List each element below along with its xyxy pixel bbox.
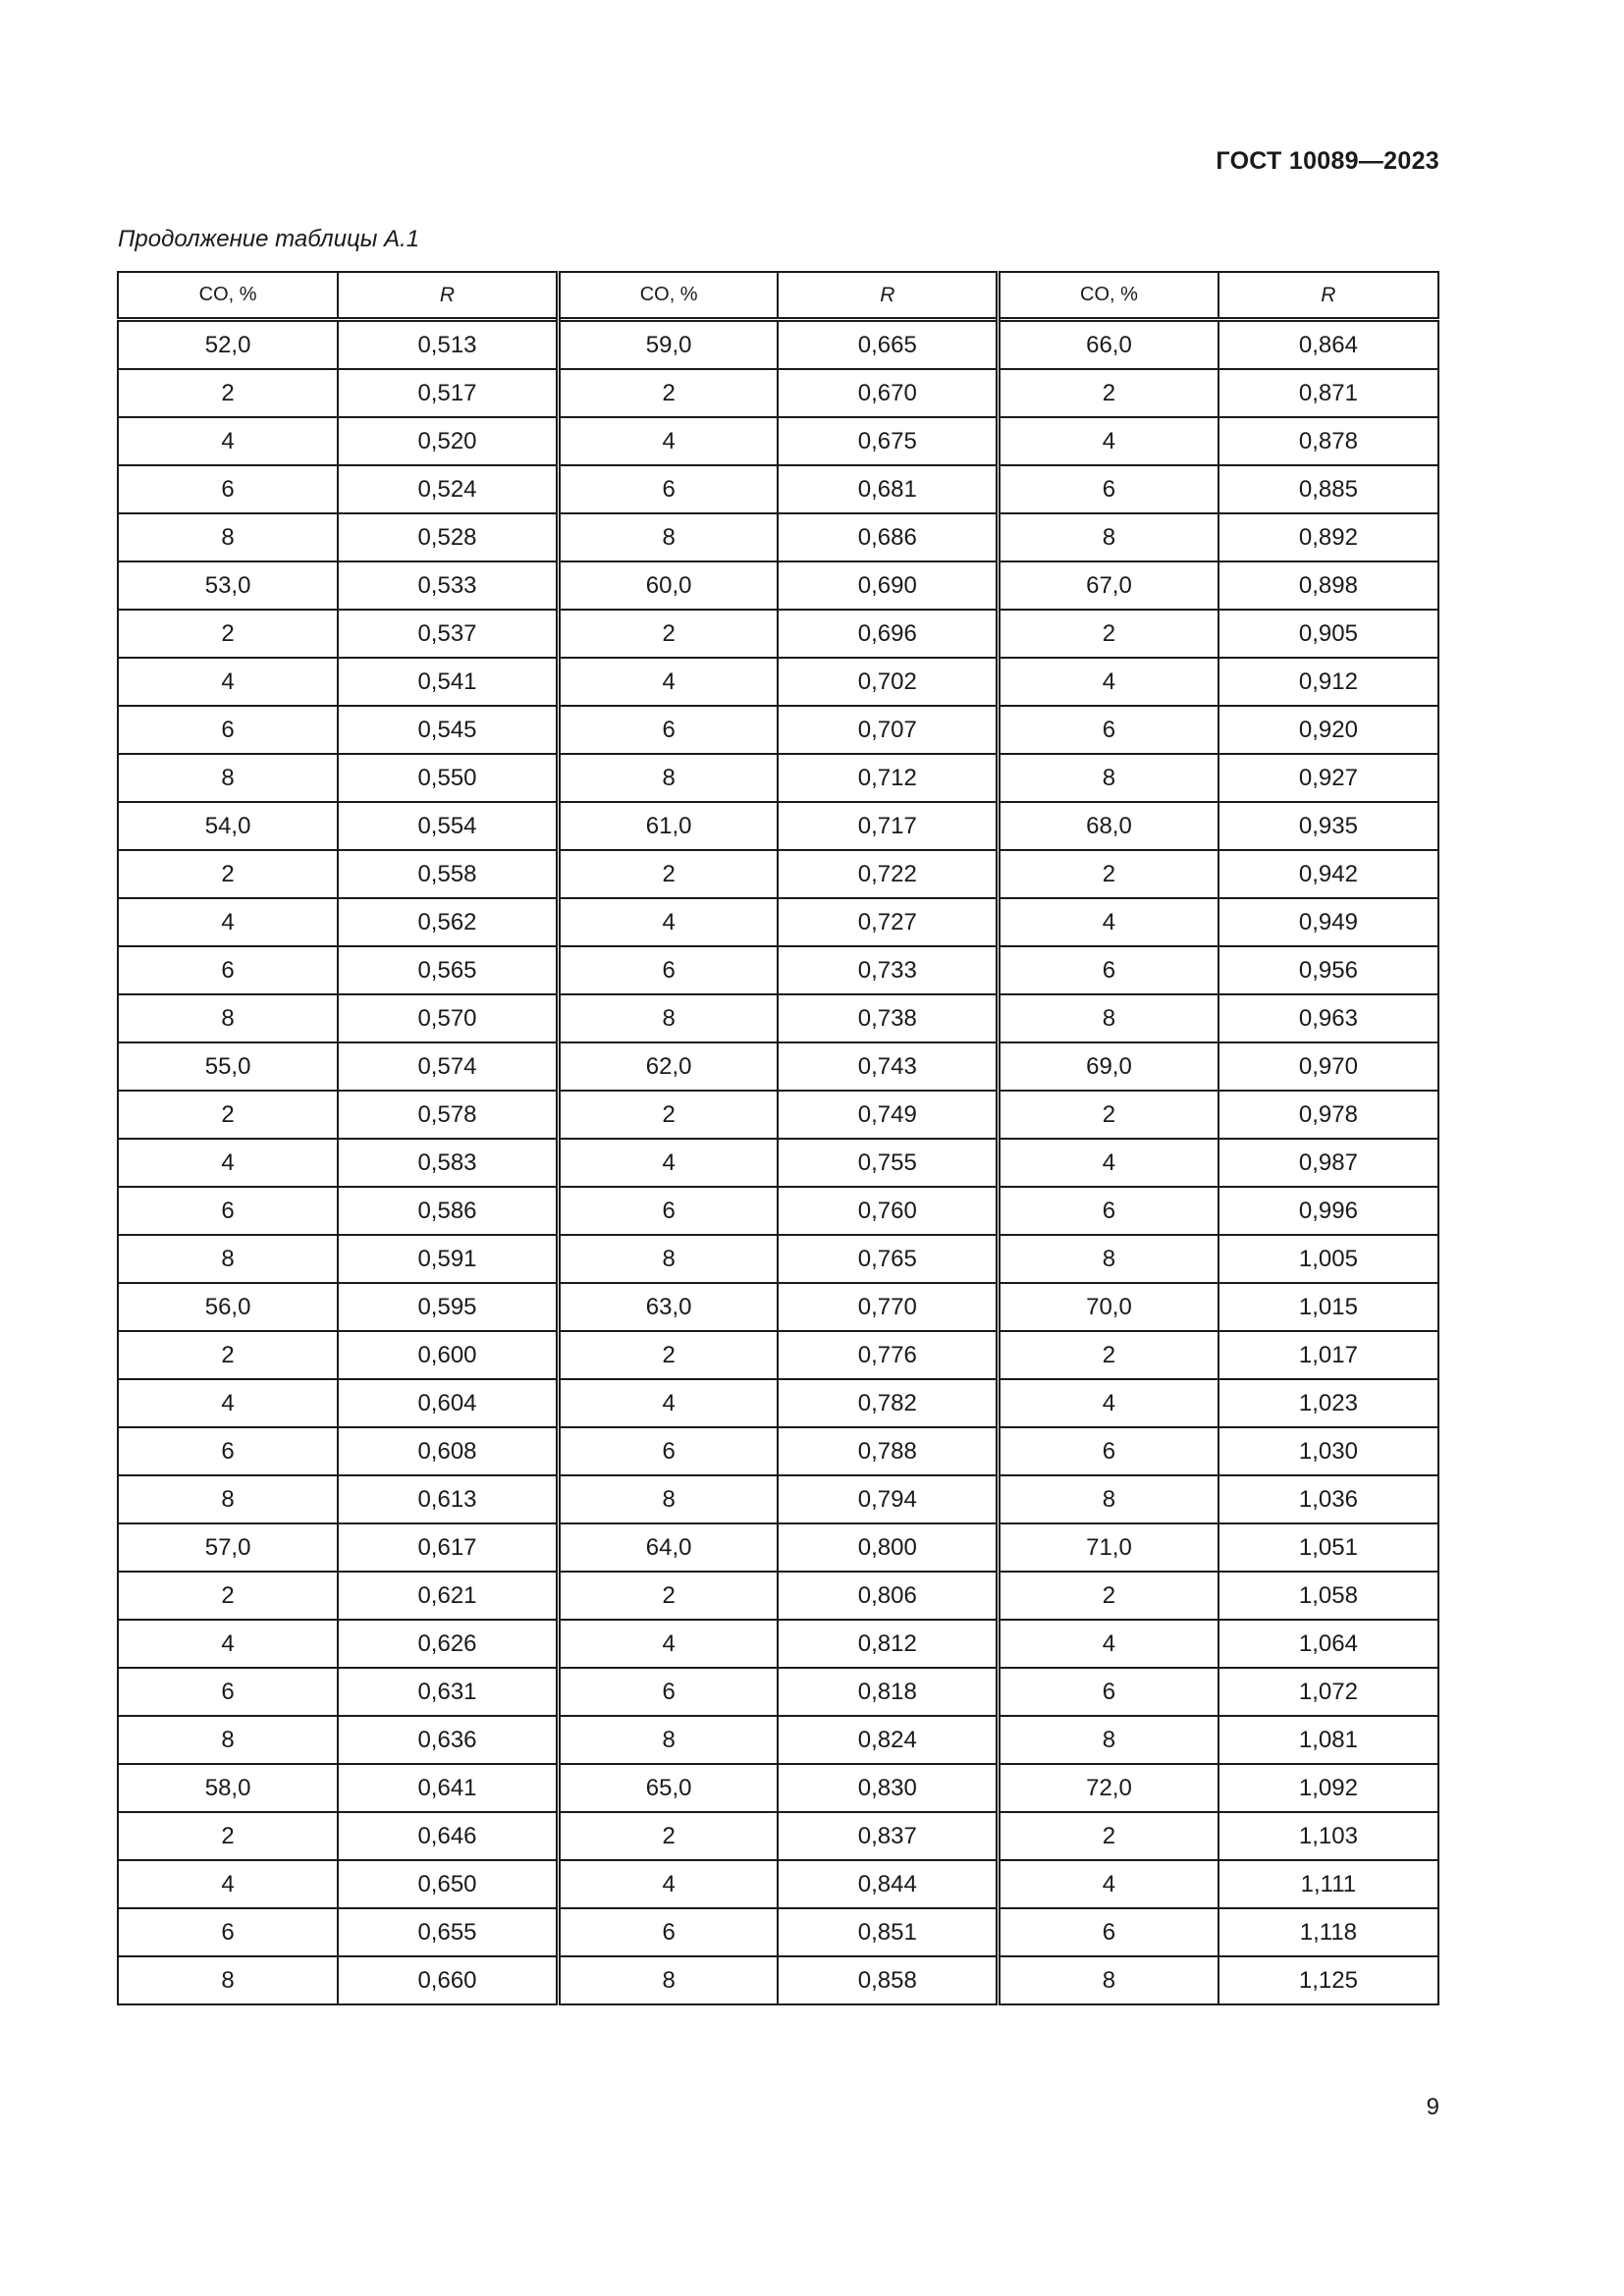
r-cell: 0,996: [1218, 1187, 1438, 1235]
r-cell: 0,837: [778, 1812, 998, 1860]
r-cell: 1,081: [1218, 1716, 1438, 1764]
co-cell: 4: [118, 658, 338, 706]
r-cell: 0,898: [1218, 561, 1438, 610]
table-row: [118, 1716, 1438, 1764]
r-cell: 0,595: [338, 1283, 558, 1331]
r-cell: 0,864: [1218, 320, 1438, 370]
co-cell: 4: [999, 417, 1218, 465]
co-cell: 2: [999, 369, 1218, 417]
r-cell: 0,641: [338, 1764, 558, 1812]
co-cell: 6: [118, 465, 338, 513]
r-cell: 0,558: [338, 850, 558, 898]
column-header-co: CO, %: [999, 272, 1218, 320]
co-cell: 8: [999, 513, 1218, 561]
r-cell: 1,058: [1218, 1572, 1438, 1620]
co-cell: 4: [558, 898, 778, 946]
r-cell: 1,017: [1218, 1331, 1438, 1379]
r-cell: 0,681: [778, 465, 998, 513]
table-row: [118, 1668, 1438, 1716]
co-cell: 2: [118, 369, 338, 417]
r-cell: 0,760: [778, 1187, 998, 1235]
column-header-r: R: [778, 272, 998, 320]
r-cell: 0,905: [1218, 610, 1438, 658]
co-cell: 57,0: [118, 1523, 338, 1572]
co-cell: 4: [118, 898, 338, 946]
r-cell: 0,574: [338, 1042, 558, 1091]
co-cell: 8: [118, 1235, 338, 1283]
r-cell: 0,851: [778, 1908, 998, 1956]
r-cell: 0,727: [778, 898, 998, 946]
r-cell: 0,636: [338, 1716, 558, 1764]
r-cell: 0,755: [778, 1139, 998, 1187]
r-cell: 0,665: [778, 320, 998, 370]
table-row: [118, 1042, 1438, 1091]
co-cell: 2: [118, 850, 338, 898]
co-cell: 2: [999, 1812, 1218, 1860]
r-cell: 0,956: [1218, 946, 1438, 994]
table-row: [118, 1908, 1438, 1956]
co-cell: 2: [999, 610, 1218, 658]
r-cell: 0,646: [338, 1812, 558, 1860]
table-row: [118, 1956, 1438, 2004]
r-cell: 0,794: [778, 1475, 998, 1523]
co-cell: 8: [558, 1716, 778, 1764]
document-code: ГОСТ 10089—2023: [1216, 147, 1439, 175]
r-cell: 0,570: [338, 994, 558, 1042]
co-cell: 6: [558, 1427, 778, 1475]
table-row: [118, 1283, 1438, 1331]
r-cell: 0,655: [338, 1908, 558, 1956]
r-cell: 0,626: [338, 1620, 558, 1668]
table-row: [118, 561, 1438, 610]
co-cell: 2: [999, 1331, 1218, 1379]
r-cell: 0,524: [338, 465, 558, 513]
r-cell: 0,788: [778, 1427, 998, 1475]
co-cell: 8: [118, 754, 338, 802]
column-header-co: CO, %: [558, 272, 778, 320]
table-row: [118, 802, 1438, 850]
co-cell: 8: [558, 754, 778, 802]
co-cell: 58,0: [118, 1764, 338, 1812]
co-cell: 8: [558, 1235, 778, 1283]
table-row: [118, 610, 1438, 658]
table-row: [118, 754, 1438, 802]
r-cell: 0,830: [778, 1764, 998, 1812]
co-cell: 60,0: [558, 561, 778, 610]
table-row: [118, 1091, 1438, 1139]
r-cell: 0,818: [778, 1668, 998, 1716]
r-cell: 0,591: [338, 1235, 558, 1283]
co-cell: 8: [999, 1956, 1218, 2004]
r-cell: 0,912: [1218, 658, 1438, 706]
r-cell: 0,970: [1218, 1042, 1438, 1091]
r-cell: 0,660: [338, 1956, 558, 2004]
r-cell: 0,722: [778, 850, 998, 898]
table-row: [118, 706, 1438, 754]
r-cell: 0,824: [778, 1716, 998, 1764]
r-cell: 0,749: [778, 1091, 998, 1139]
r-cell: 0,844: [778, 1860, 998, 1908]
column-header-co: CO, %: [118, 272, 338, 320]
r-cell: 0,987: [1218, 1139, 1438, 1187]
co-cell: 8: [999, 754, 1218, 802]
r-cell: 0,613: [338, 1475, 558, 1523]
co-cell: 6: [999, 1427, 1218, 1475]
co-cell: 6: [118, 1187, 338, 1235]
co-cell: 2: [558, 850, 778, 898]
co-cell: 6: [999, 946, 1218, 994]
co-cell: 6: [118, 946, 338, 994]
r-cell: 0,892: [1218, 513, 1438, 561]
co-cell: 8: [999, 1235, 1218, 1283]
r-cell: 0,765: [778, 1235, 998, 1283]
data-table: [117, 271, 1439, 2005]
co-cell: 66,0: [999, 320, 1218, 370]
co-cell: 55,0: [118, 1042, 338, 1091]
table-row: [118, 850, 1438, 898]
co-cell: 65,0: [558, 1764, 778, 1812]
table-row: [118, 1523, 1438, 1572]
r-cell: 0,631: [338, 1668, 558, 1716]
r-cell: 0,670: [778, 369, 998, 417]
r-cell: 0,717: [778, 802, 998, 850]
co-cell: 2: [558, 610, 778, 658]
r-cell: 0,608: [338, 1427, 558, 1475]
co-cell: 67,0: [999, 561, 1218, 610]
co-cell: 8: [118, 994, 338, 1042]
co-cell: 6: [558, 465, 778, 513]
r-cell: 0,858: [778, 1956, 998, 2004]
co-cell: 6: [118, 706, 338, 754]
table-caption: Продолжение таблицы А.1: [118, 226, 420, 252]
table-row: [118, 1475, 1438, 1523]
co-cell: 4: [558, 1139, 778, 1187]
co-cell: 6: [558, 1187, 778, 1235]
header-row: [118, 272, 1438, 320]
co-cell: 4: [118, 1379, 338, 1427]
co-cell: 8: [118, 1716, 338, 1764]
co-cell: 8: [558, 1475, 778, 1523]
co-cell: 2: [558, 1331, 778, 1379]
co-cell: 8: [118, 1956, 338, 2004]
column-header-r: R: [1218, 272, 1438, 320]
co-cell: 2: [558, 1812, 778, 1860]
co-cell: 64,0: [558, 1523, 778, 1572]
r-cell: 0,702: [778, 658, 998, 706]
co-cell: 6: [999, 1668, 1218, 1716]
table-row: [118, 465, 1438, 513]
r-cell: 0,871: [1218, 369, 1438, 417]
r-cell: 0,675: [778, 417, 998, 465]
table-body: [118, 320, 1438, 2005]
r-cell: 0,978: [1218, 1091, 1438, 1139]
r-cell: 0,562: [338, 898, 558, 946]
r-cell: 1,111: [1218, 1860, 1438, 1908]
r-cell: 0,545: [338, 706, 558, 754]
co-cell: 56,0: [118, 1283, 338, 1331]
r-cell: 0,776: [778, 1331, 998, 1379]
co-cell: 4: [999, 1139, 1218, 1187]
table-row: [118, 1379, 1438, 1427]
table-row: [118, 1427, 1438, 1475]
r-cell: 1,051: [1218, 1523, 1438, 1572]
co-cell: 4: [558, 658, 778, 706]
co-cell: 2: [558, 369, 778, 417]
r-cell: 0,733: [778, 946, 998, 994]
r-cell: 0,738: [778, 994, 998, 1042]
r-cell: 0,942: [1218, 850, 1438, 898]
r-cell: 0,927: [1218, 754, 1438, 802]
page-number: 9: [1426, 2094, 1439, 2120]
table-row: [118, 898, 1438, 946]
co-cell: 4: [558, 1379, 778, 1427]
co-cell: 8: [999, 994, 1218, 1042]
r-cell: 1,015: [1218, 1283, 1438, 1331]
co-cell: 63,0: [558, 1283, 778, 1331]
co-cell: 4: [118, 1860, 338, 1908]
co-cell: 6: [558, 706, 778, 754]
table-row: [118, 1572, 1438, 1620]
column-header-r: R: [338, 272, 558, 320]
co-cell: 2: [118, 1091, 338, 1139]
co-cell: 52,0: [118, 320, 338, 370]
r-cell: 0,686: [778, 513, 998, 561]
co-cell: 72,0: [999, 1764, 1218, 1812]
table-row: [118, 369, 1438, 417]
r-cell: 0,513: [338, 320, 558, 370]
r-cell: 0,537: [338, 610, 558, 658]
r-cell: 0,600: [338, 1331, 558, 1379]
r-cell: 0,963: [1218, 994, 1438, 1042]
r-cell: 0,696: [778, 610, 998, 658]
r-cell: 0,800: [778, 1523, 998, 1572]
co-cell: 6: [999, 1187, 1218, 1235]
co-cell: 8: [118, 513, 338, 561]
co-cell: 2: [118, 1812, 338, 1860]
r-cell: 0,550: [338, 754, 558, 802]
table-row: [118, 320, 1438, 370]
co-cell: 6: [999, 706, 1218, 754]
r-cell: 0,712: [778, 754, 998, 802]
r-cell: 0,520: [338, 417, 558, 465]
co-cell: 6: [558, 1908, 778, 1956]
co-cell: 70,0: [999, 1283, 1218, 1331]
table-row: [118, 1331, 1438, 1379]
table-row: [118, 946, 1438, 994]
table-row: [118, 1187, 1438, 1235]
table-header: [118, 272, 1438, 320]
r-cell: 1,072: [1218, 1668, 1438, 1716]
co-cell: 4: [118, 1139, 338, 1187]
table-row: [118, 1620, 1438, 1668]
co-cell: 4: [999, 1860, 1218, 1908]
co-cell: 68,0: [999, 802, 1218, 850]
r-cell: 1,036: [1218, 1475, 1438, 1523]
co-cell: 6: [558, 1668, 778, 1716]
co-cell: 2: [558, 1091, 778, 1139]
table-row: [118, 1235, 1438, 1283]
r-cell: 0,920: [1218, 706, 1438, 754]
table-row: [118, 1764, 1438, 1812]
co-cell: 2: [118, 1331, 338, 1379]
r-cell: 0,949: [1218, 898, 1438, 946]
co-cell: 53,0: [118, 561, 338, 610]
co-cell: 8: [999, 1716, 1218, 1764]
r-cell: 0,885: [1218, 465, 1438, 513]
co-cell: 4: [558, 1620, 778, 1668]
table-row: [118, 1139, 1438, 1187]
r-cell: 1,125: [1218, 1956, 1438, 2004]
r-cell: 0,586: [338, 1187, 558, 1235]
r-cell: 0,690: [778, 561, 998, 610]
r-cell: 1,064: [1218, 1620, 1438, 1668]
table-row: [118, 417, 1438, 465]
r-cell: 0,806: [778, 1572, 998, 1620]
r-cell: 0,935: [1218, 802, 1438, 850]
r-cell: 1,118: [1218, 1908, 1438, 1956]
r-cell: 0,782: [778, 1379, 998, 1427]
co-cell: 4: [118, 1620, 338, 1668]
r-cell: 0,878: [1218, 417, 1438, 465]
co-cell: 6: [558, 946, 778, 994]
co-cell: 4: [558, 417, 778, 465]
co-cell: 4: [558, 1860, 778, 1908]
r-cell: 1,023: [1218, 1379, 1438, 1427]
co-cell: 4: [999, 658, 1218, 706]
co-cell: 6: [999, 465, 1218, 513]
co-cell: 4: [118, 417, 338, 465]
co-cell: 4: [999, 1379, 1218, 1427]
co-cell: 8: [558, 1956, 778, 2004]
co-cell: 8: [558, 994, 778, 1042]
r-cell: 0,650: [338, 1860, 558, 1908]
r-cell: 1,030: [1218, 1427, 1438, 1475]
table-row: [118, 513, 1438, 561]
table-row: [118, 658, 1438, 706]
co-cell: 6: [999, 1908, 1218, 1956]
co-cell: 6: [118, 1668, 338, 1716]
table-row: [118, 994, 1438, 1042]
co-cell: 61,0: [558, 802, 778, 850]
r-cell: 0,533: [338, 561, 558, 610]
r-cell: 0,707: [778, 706, 998, 754]
r-cell: 0,743: [778, 1042, 998, 1091]
r-cell: 0,583: [338, 1139, 558, 1187]
r-cell: 0,517: [338, 369, 558, 417]
r-cell: 1,005: [1218, 1235, 1438, 1283]
r-cell: 1,103: [1218, 1812, 1438, 1860]
co-cell: 2: [558, 1572, 778, 1620]
co-cell: 6: [118, 1908, 338, 1956]
r-cell: 0,565: [338, 946, 558, 994]
co-cell: 8: [558, 513, 778, 561]
r-cell: 0,554: [338, 802, 558, 850]
r-cell: 0,528: [338, 513, 558, 561]
r-cell: 0,617: [338, 1523, 558, 1572]
r-cell: 0,770: [778, 1283, 998, 1331]
co-cell: 6: [118, 1427, 338, 1475]
co-cell: 2: [999, 1572, 1218, 1620]
r-cell: 0,578: [338, 1091, 558, 1139]
co-cell: 2: [118, 610, 338, 658]
co-cell: 2: [999, 1091, 1218, 1139]
co-cell: 69,0: [999, 1042, 1218, 1091]
co-cell: 2: [999, 850, 1218, 898]
co-cell: 8: [118, 1475, 338, 1523]
table-row: [118, 1860, 1438, 1908]
co-cell: 62,0: [558, 1042, 778, 1091]
co-cell: 54,0: [118, 802, 338, 850]
r-cell: 0,541: [338, 658, 558, 706]
co-cell: 4: [999, 1620, 1218, 1668]
co-cell: 8: [999, 1475, 1218, 1523]
r-cell: 0,812: [778, 1620, 998, 1668]
r-cell: 0,621: [338, 1572, 558, 1620]
co-cell: 59,0: [558, 320, 778, 370]
table-row: [118, 1812, 1438, 1860]
r-cell: 1,092: [1218, 1764, 1438, 1812]
co-cell: 4: [999, 898, 1218, 946]
r-cell: 0,604: [338, 1379, 558, 1427]
co-cell: 71,0: [999, 1523, 1218, 1572]
co-cell: 2: [118, 1572, 338, 1620]
